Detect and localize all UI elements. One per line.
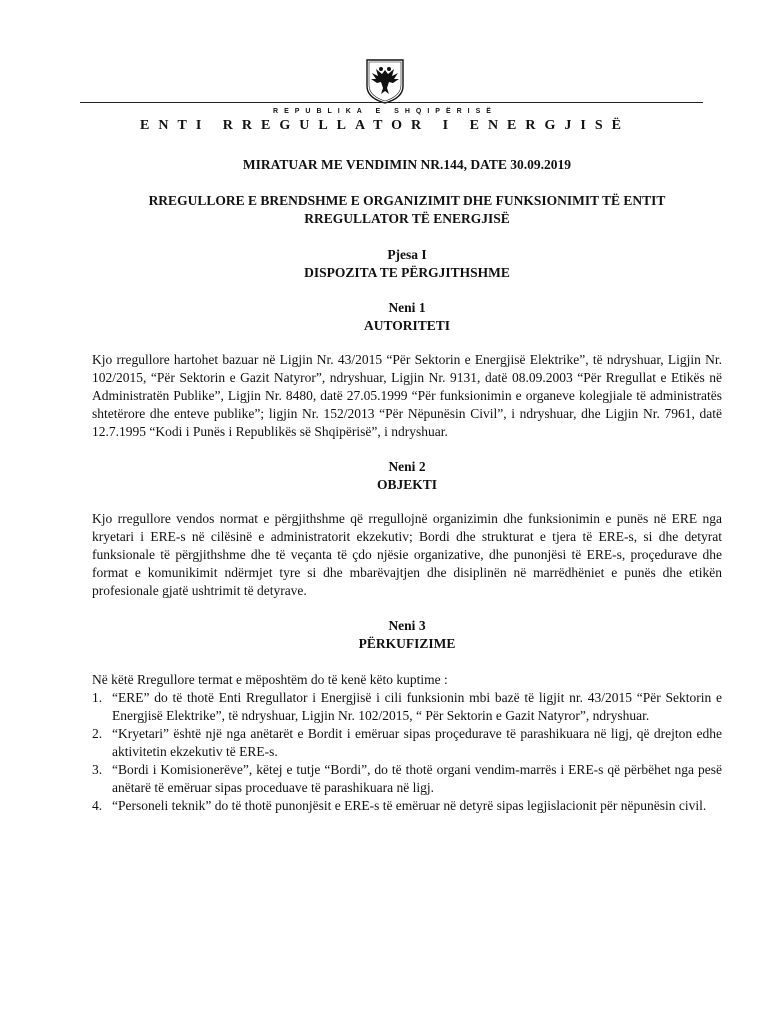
article-3-heading [92, 617, 722, 653]
document-header [0, 58, 770, 138]
list-item-number: 2. [92, 726, 103, 741]
article-1-label: Neni 1 [388, 300, 426, 315]
article-3-title: PËRKUFIZIME [358, 636, 456, 651]
list-item [92, 725, 722, 761]
list-item [92, 797, 722, 815]
list-item-number: 1. [92, 690, 103, 705]
definitions-list [92, 689, 722, 815]
list-item-text: “Kryetari” është një nga anëtarët e Bordit i emëruar sipas proçedurave të parashikuara në ligj, që drejton edhe aktivitetin ekzekutiv të ERE-s. [112, 726, 722, 759]
republic-name: REPUBLIKA E SHQIPËRISË [273, 108, 497, 115]
article-2-heading [92, 458, 722, 494]
article-1-title: AUTORITETI [363, 318, 451, 333]
approval-line: MIRATUAR ME VENDIMIN NR.144, DATE 30.09.2019 [242, 157, 572, 172]
list-item-text: “Bordi i Komisionerëve”, këtej e tutje “Bordi”, do të thotë organi vendim-marrës i ERE-s që përbëhet nga pesë anëtarë të emëruar sipas proceduave të parashikuara në ligj. [112, 762, 722, 795]
regulation-title-line-1: RREGULLORE E BRENDSHME E ORGANIZIMIT DHE FUNKSIONIMIT TË ENTIT [148, 193, 666, 208]
article-1-heading [92, 299, 722, 335]
article-2-text: Kjo rregullore vendos normat e përgjithshme që rregullojnë organizimin dhe funksionimin e punës në ERE nga kryetari i ERE-s në cilësinë e administratorit ekzekutiv; Bordi dhe strukturat e tjera të ERE-s, si dhe detyrat funksionale të përgjithshme dhe të veçanta të çdo njësie organizative, dhe punonjësi të ERE-s, proçedurave dhe format e komunikimit ndërmjet tyre si dhe mbarëvajtjen dhe disiplinën në marrëdhëniet e punës dhe etikën profesionale gjatë ushtrimit të detyrave. [92, 511, 722, 598]
article-3-label: Neni 3 [388, 618, 426, 633]
part-heading [92, 246, 722, 282]
list-item-text: “Personeli teknik” do të thotë punonjësit e ERE-s të emëruar në detyrë sipas legjislacionit për nëpunësin civil. [112, 798, 707, 813]
regulation-title [92, 192, 722, 228]
article-1-text: Kjo rregullore hartohet bazuar në Ligjin Nr. 43/2015 “Për Sektorin e Energjisë Elektrike”, të ndryshuar, Ligjin Nr. 102/2015, “Për Sektorin e Gazit Natyror”, ndryshuar, Ligjin Nr. 9131, datë 08.09.2003 “Për Rregullat e Etikës në Administratën Publike”, Ligjin Nr. 8480, datë 27.05.1999 “Për funksionimin e organeve kolegjiale të administratës shtetërore dhe enteve publike”; ligjin Nr. 152/2013 “Për Nëpunësin Civil”, i ndryshuar, dhe Ligjin Nr. 7961, datë 12.7.1995 “Kodi i Punës i Republikës së Shqipërisë”, i ndryshuar. [92, 352, 722, 439]
part-title: DISPOZITA TE PËRGJITHSHME [304, 265, 510, 280]
list-item-text: “ERE” do të thotë Enti Rregullator i Energjisë i cili funksionin mbi bazë të ligjit nr. 43/2015 “Për Sektorin e Energjisë Elektrike”, të ndryshuar, Ligjin Nr. 102/2015, “ Për Sektorin e Gazit Natyror”, ndryshuar. [112, 690, 722, 723]
double-headed-eagle-emblem-icon [363, 58, 407, 104]
list-item-number: 4. [92, 798, 103, 813]
article-2-title: OBJEKTI [376, 477, 438, 492]
header-rule [80, 102, 703, 103]
article-3-intro: Në këtë Rregullore termat e mëposhtëm do të kenë këto kuptime : [92, 672, 448, 687]
regulation-title-line-2: RREGULLATOR TË ENERGJISË [304, 211, 510, 226]
list-item [92, 761, 722, 797]
article-2-label: Neni 2 [388, 459, 426, 474]
part-label: Pjesa I [387, 247, 427, 262]
document-body [92, 140, 722, 815]
list-item-number: 3. [92, 762, 103, 777]
agency-name: ENTI RREGULLATOR I ENERGJISË [140, 118, 630, 133]
list-item [92, 689, 722, 725]
